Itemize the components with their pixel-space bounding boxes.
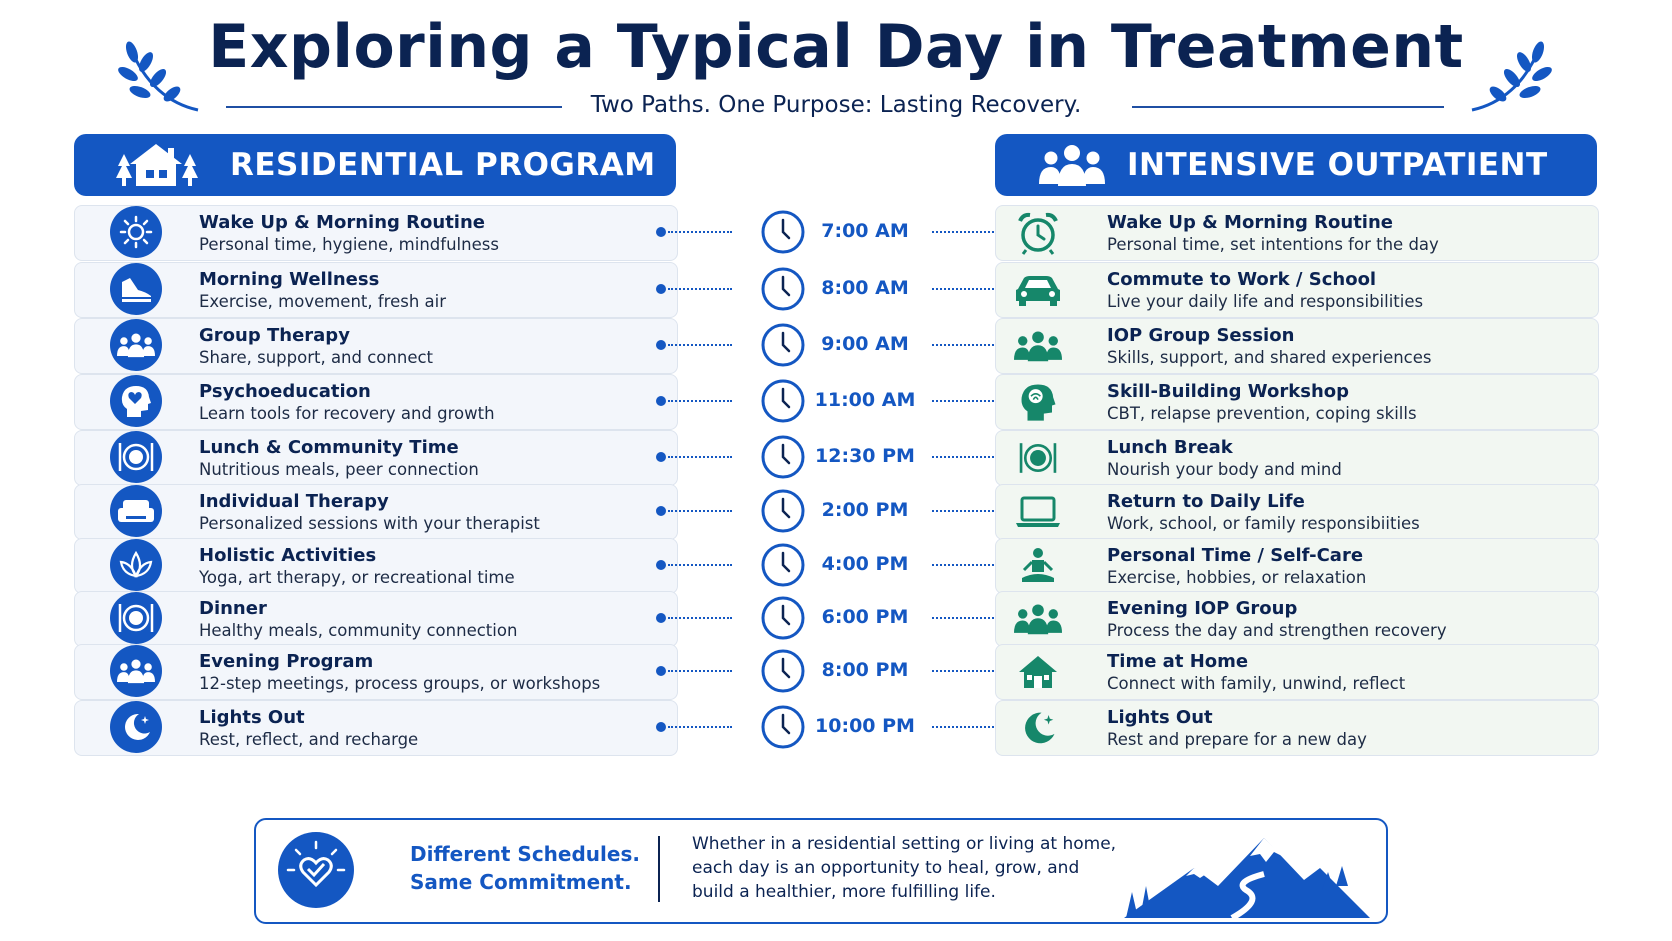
- group-icon: [110, 645, 162, 697]
- connector-line-left: [668, 231, 732, 233]
- connector-line-right: [932, 456, 994, 458]
- connector-line-right: [932, 670, 994, 672]
- residential-row: [74, 700, 678, 756]
- connector-line-right: [932, 231, 994, 233]
- footer-divider: [658, 836, 660, 902]
- outpatient-activity-desc: Process the day and strengthen recovery: [1107, 621, 1447, 640]
- residential-activity-title: Group Therapy: [199, 325, 350, 346]
- connector-line-left: [668, 510, 732, 512]
- outpatient-title: INTENSIVE OUTPATIENT: [1127, 147, 1548, 183]
- laurel-right-icon: [1470, 38, 1560, 114]
- outpatient-row: [995, 484, 1599, 540]
- clock-icon: [760, 488, 806, 534]
- residential-title: RESIDENTIAL PROGRAM: [230, 147, 656, 183]
- connector-dot-left: [656, 284, 666, 294]
- residential-row: [74, 591, 678, 647]
- sun-icon: [110, 206, 162, 258]
- time-label: 7:00 AM: [821, 220, 909, 242]
- connector-line-left: [668, 456, 732, 458]
- heart-sun-icon: [276, 830, 356, 910]
- outpatient-row: [995, 644, 1599, 700]
- group-icon: [1039, 142, 1105, 188]
- time-label: 2:00 PM: [821, 499, 909, 521]
- clock-icon: [760, 378, 806, 424]
- connector-dot-left: [656, 613, 666, 623]
- residential-activity-title: Lunch & Community Time: [199, 437, 459, 458]
- outpatient-activity-title: IOP Group Session: [1107, 325, 1295, 346]
- residential-row: [74, 538, 678, 594]
- connector-line-right: [932, 510, 994, 512]
- clock-icon: [760, 542, 806, 588]
- outpatient-row: [995, 318, 1599, 374]
- moon-icon: [110, 701, 162, 753]
- residential-row: [74, 484, 678, 540]
- residential-activity-desc: Personalized sessions with your therapist: [199, 514, 540, 533]
- outpatient-activity-desc: Connect with family, unwind, reflect: [1107, 674, 1406, 693]
- outpatient-activity-title: Evening IOP Group: [1107, 598, 1298, 619]
- residential-activity-title: Lights Out: [199, 707, 305, 728]
- residential-activity-title: Morning Wellness: [199, 269, 380, 290]
- outpatient-header: [995, 134, 1597, 196]
- connector-line-left: [668, 288, 732, 290]
- meditation-icon: [1010, 540, 1066, 592]
- outpatient-row: [995, 262, 1599, 318]
- outpatient-row: [995, 700, 1599, 756]
- clock-icon: [760, 704, 806, 750]
- residential-row: [74, 374, 678, 430]
- residential-activity-desc: Personal time, hygiene, mindfulness: [199, 235, 499, 254]
- footer-tagline-1: Different Schedules.: [410, 842, 640, 866]
- plate-icon: [110, 431, 162, 483]
- connector-line-left: [668, 726, 732, 728]
- clock-icon: [760, 595, 806, 641]
- couch-icon: [110, 485, 162, 537]
- plate-icon: [110, 592, 162, 644]
- outpatient-activity-desc: Live your daily life and responsibilities: [1107, 292, 1424, 311]
- footer-message-2: each day is an opportunity to heal, grow, and: [692, 858, 1080, 878]
- outpatient-activity-desc: Personal time, set intentions for the day: [1107, 235, 1439, 254]
- residential-activity-title: Psychoeducation: [199, 381, 371, 402]
- group-icon: [1010, 593, 1066, 645]
- footer-message-1: Whether in a residential setting or living at home,: [692, 834, 1117, 854]
- outpatient-activity-title: Wake Up & Morning Routine: [1107, 212, 1393, 233]
- connector-line-left: [668, 670, 732, 672]
- outpatient-activity-title: Time at Home: [1107, 651, 1249, 672]
- outpatient-activity-desc: Rest and prepare for a new day: [1107, 730, 1367, 749]
- residential-activity-title: Dinner: [199, 598, 267, 619]
- residential-activity-desc: 12-step meetings, process groups, or workshops: [199, 674, 601, 693]
- connector-line-right: [932, 344, 994, 346]
- outpatient-activity-desc: Work, school, or family responsibiities: [1107, 514, 1420, 533]
- connector-line-left: [668, 617, 732, 619]
- moon-icon: [1010, 702, 1066, 754]
- time-label: 4:00 PM: [821, 553, 909, 575]
- group-icon: [110, 319, 162, 371]
- outpatient-activity-title: Skill-Building Workshop: [1107, 381, 1350, 402]
- residential-row: [74, 262, 678, 318]
- plate-icon: [1010, 432, 1066, 484]
- residential-activity-desc: Learn tools for recovery and growth: [199, 404, 495, 423]
- outpatient-row: [995, 205, 1599, 261]
- connector-dot-left: [656, 227, 666, 237]
- residential-row: [74, 430, 678, 486]
- outpatient-activity-title: Lunch Break: [1107, 437, 1233, 458]
- outpatient-row: [995, 591, 1599, 647]
- time-label: 8:00 PM: [821, 659, 909, 681]
- connector-dot-left: [656, 340, 666, 350]
- residential-row: [74, 644, 678, 700]
- outpatient-activity-title: Lights Out: [1107, 707, 1213, 728]
- footer-panel: [254, 818, 1388, 924]
- time-label: 10:00 PM: [815, 715, 915, 737]
- clock-icon: [760, 322, 806, 368]
- car-icon: [1010, 264, 1066, 316]
- residential-activity-desc: Yoga, art therapy, or recreational time: [199, 568, 515, 587]
- connector-line-right: [932, 726, 994, 728]
- connector-line-left: [668, 564, 732, 566]
- outpatient-activity-title: Commute to Work / School: [1107, 269, 1377, 290]
- mountain-icon: [1114, 830, 1376, 918]
- outpatient-activity-title: Personal Time / Self-Care: [1107, 545, 1364, 566]
- clock-icon: [760, 209, 806, 255]
- time-label: 9:00 AM: [821, 333, 909, 355]
- group-icon: [1010, 320, 1066, 372]
- laptop-icon: [1010, 486, 1066, 538]
- laurel-left-icon: [110, 38, 200, 114]
- residential-activity-title: Individual Therapy: [199, 491, 389, 512]
- time-label: 6:00 PM: [821, 606, 909, 628]
- connector-dot-left: [656, 506, 666, 516]
- outpatient-activity-desc: Nourish your body and mind: [1107, 460, 1342, 479]
- connector-line-right: [932, 400, 994, 402]
- connector-line-left: [668, 344, 732, 346]
- house-trees-icon: [114, 140, 198, 190]
- outpatient-row: [995, 374, 1599, 430]
- page-title: Exploring a Typical Day in Treatment: [208, 12, 1464, 82]
- connector-line-right: [932, 617, 994, 619]
- lotus-icon: [110, 539, 162, 591]
- outpatient-activity-title: Return to Daily Life: [1107, 491, 1305, 512]
- clock-icon: [760, 266, 806, 312]
- connector-dot-left: [656, 396, 666, 406]
- time-label: 11:00 AM: [814, 389, 916, 411]
- connector-line-right: [932, 288, 994, 290]
- outpatient-activity-desc: Exercise, hobbies, or relaxation: [1107, 568, 1367, 587]
- head-heart-icon: [110, 375, 162, 427]
- brain-head-icon: [1010, 376, 1066, 428]
- outpatient-activity-desc: Skills, support, and shared experiences: [1107, 348, 1432, 367]
- sneaker-icon: [110, 263, 162, 315]
- residential-header: [74, 134, 676, 196]
- residential-activity-desc: Healthy meals, community connection: [199, 621, 518, 640]
- residential-activity-desc: Exercise, movement, fresh air: [199, 292, 447, 311]
- connector-line-right: [932, 564, 994, 566]
- connector-dot-left: [656, 666, 666, 676]
- residential-activity-desc: Nutritious meals, peer connection: [199, 460, 479, 479]
- connector-dot-left: [656, 722, 666, 732]
- residential-row: [74, 205, 678, 261]
- footer-tagline-2: Same Commitment.: [410, 870, 632, 894]
- outpatient-activity-desc: CBT, relapse prevention, coping skills: [1107, 404, 1417, 423]
- residential-row: [74, 318, 678, 374]
- time-label: 12:30 PM: [815, 445, 915, 467]
- clock-icon: [760, 434, 806, 480]
- connector-dot-left: [656, 452, 666, 462]
- outpatient-row: [995, 430, 1599, 486]
- time-label: 8:00 AM: [821, 277, 909, 299]
- residential-activity-desc: Share, support, and connect: [199, 348, 434, 367]
- residential-activity-title: Wake Up & Morning Routine: [199, 212, 485, 233]
- residential-activity-desc: Rest, reflect, and recharge: [199, 730, 419, 749]
- residential-activity-title: Evening Program: [199, 651, 374, 672]
- residential-activity-title: Holistic Activities: [199, 545, 377, 566]
- alarm-clock-icon: [1010, 207, 1066, 259]
- outpatient-row: [995, 538, 1599, 594]
- connector-line-left: [668, 400, 732, 402]
- clock-icon: [760, 648, 806, 694]
- footer-message-3: build a healthier, more fulfilling life.: [692, 882, 996, 902]
- house-icon: [1010, 646, 1066, 698]
- page-subtitle: Two Paths. One Purpose: Lasting Recovery.: [590, 92, 1082, 118]
- connector-dot-left: [656, 560, 666, 570]
